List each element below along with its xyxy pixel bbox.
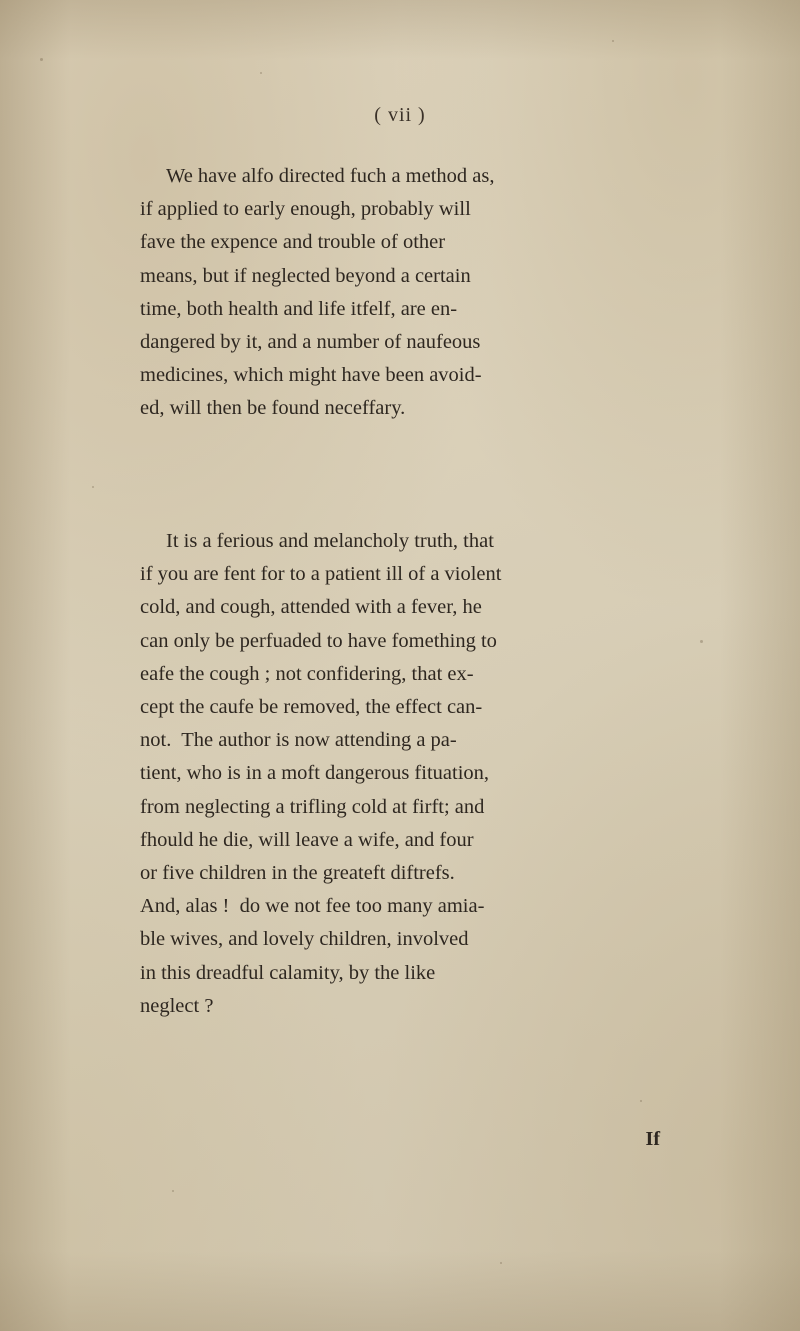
text-line: ble wives, and lovely children, involved [140,928,469,951]
text-line-content: We have alfo directed fuch a method as, [166,165,495,187]
paper-speck [40,58,43,61]
paragraph-2 [140,525,660,1023]
page-edge-shadow-right [720,0,800,1331]
text-line: or five children in the greateft diftrefs. [140,862,455,885]
text-line: can only be perfuaded to have fomething to [140,629,497,652]
page-edge-shadow-left [0,0,70,1331]
text-line: ed, will then be found neceffary. [140,397,406,420]
paper-speck [172,1190,174,1192]
text-line: time, both health and life itfelf, are en- [140,297,458,320]
page-edge-shadow-bottom [0,1251,800,1331]
text-line: eafe the cough ; not confidering, that ex- [140,662,474,685]
text-line: means, but if neglected beyond a certain [140,264,471,287]
catchword: If [645,1128,660,1150]
text-line: if you are fent for to a patient ill of a violent [140,563,502,586]
text-line [140,525,660,558]
paper-speck [500,1262,502,1264]
paper-speck [612,40,614,42]
paper-speck [260,72,262,74]
text-line: neglect ? [140,994,214,1017]
page-number: ( vii ) [374,104,426,126]
paragraph-1 [140,160,660,426]
text-line: fave the expence and trouble of other [140,231,446,254]
text-line: cept the caufe be removed, the effect can- [140,696,483,719]
text-line: cold, and cough, attended with a fever, he [140,596,482,619]
text-line: And, alas ! do we not fee too many amia- [140,895,485,918]
text-line: fhould he die, will leave a wife, and four [140,828,474,851]
text-line-content: It is a ferious and melancholy truth, that [166,530,494,552]
paper-speck [92,486,94,488]
text-line: not. The author is now attending a pa- [140,729,457,752]
text-line: if applied to early enough, probably will [140,198,471,221]
text-line: medicines, which might have been avoid- [140,364,482,387]
text-line [140,160,660,193]
page-edge-shadow-top [0,0,800,60]
text-line: in this dreadful calamity, by the like [140,961,436,984]
text-line: from neglecting a trifling cold at firft; and [140,795,485,818]
paper-speck [700,640,703,643]
paper-speck [640,1100,642,1102]
text-line: tient, who is in a moft dangerous fituation, [140,762,490,785]
text-line: dangered by it, and a number of naufeous [140,331,481,354]
